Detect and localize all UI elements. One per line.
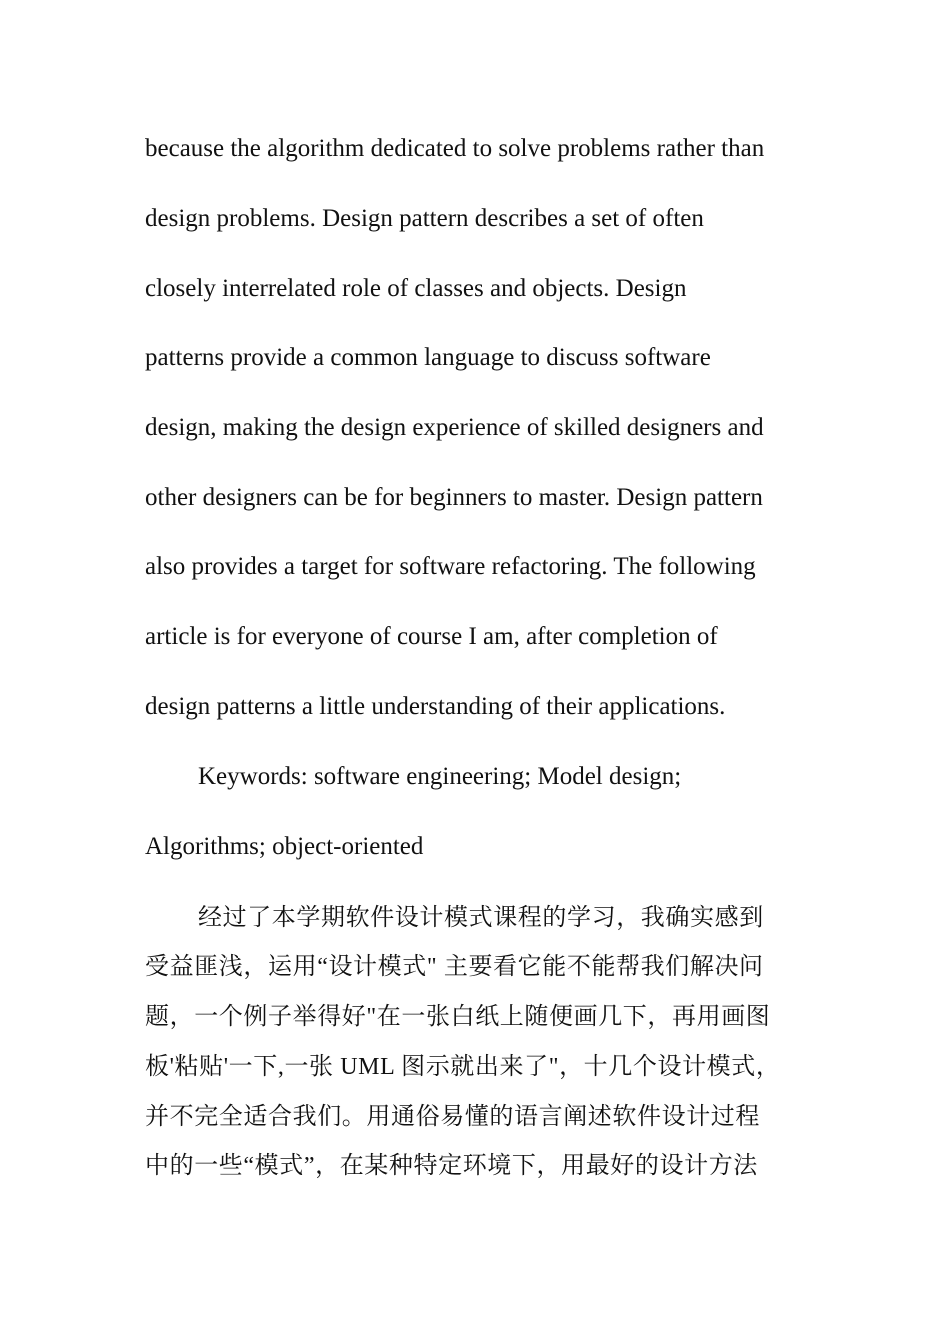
text-line: design patterns a little understanding of their applications. [145,693,726,720]
text-line: closely interrelated role of classes and objects. Design [145,275,687,302]
text-line: 并不完全适合我们。用通俗易懂的语言阐述软件设计过程 [145,1104,760,1130]
text-line: because the algorithm dedicated to solve problems rather than [145,135,765,162]
text-line: 板'粘贴'一下,一张 UML 图示就出来了"，十几个设计模式， [145,1054,781,1080]
keywords-line: Algorithms; object-oriented [145,833,424,860]
keywords-line: Keywords: software engineering; Model design; [198,763,682,790]
text-line: 受益匪浅，运用“设计模式" 主要看它能不能帮我们解决问 [145,954,764,980]
text-line: 经过了本学期软件设计模式课程的学习，我确实感到 [198,905,764,931]
text-line: patterns provide a common language to discuss software [145,344,711,371]
text-line: other designers can be for beginners to master. Design pattern [145,484,763,511]
text-line: design, making the design experience of skilled designers and [145,414,764,441]
text-line: 题，一个例子举得好"在一张白纸上随便画几下，再用画图 [145,1004,771,1030]
text-line: article is for everyone of course I am, after completion of [145,623,718,650]
text-line: also provides a target for software refactoring. The following [145,553,756,580]
text-line: design problems. Design pattern describes a set of often [145,205,704,232]
text-line: 中的一些“模式”，在某种特定环境下，用最好的设计方法 [145,1153,758,1179]
